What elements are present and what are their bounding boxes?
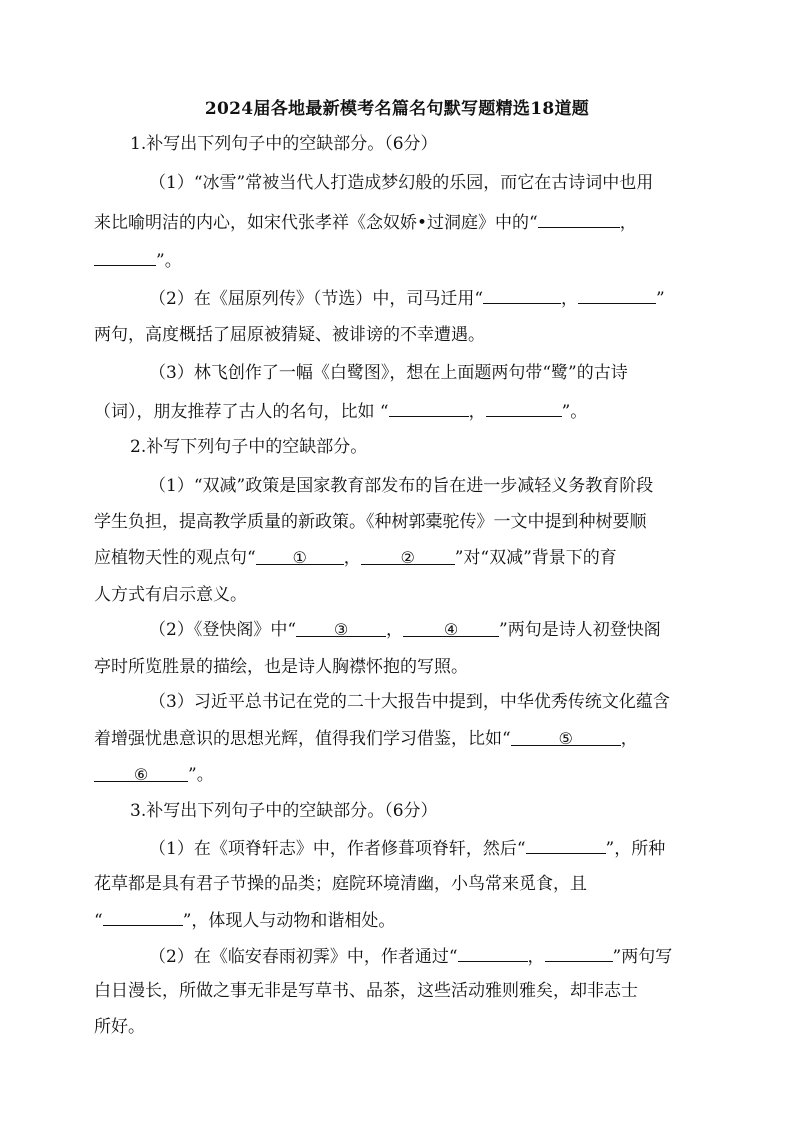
opening-quote: “: [94, 911, 103, 931]
q2-item-1-line-2: 学生负担，提高教学质量的新政策。《种树郭橐驼传》一文中提到种树要顺: [94, 512, 647, 532]
closing-text: ”两句写: [612, 947, 673, 967]
q1-item-1-text: 来比喻明洁的内心，如宋代张孝祥《念奴娇•过洞庭》中的“: [94, 213, 538, 233]
q3-item-2-line-1: [149, 943, 672, 969]
separator: ，: [386, 620, 404, 640]
closing-text: ”对“双减”背景下的育: [454, 548, 617, 568]
answer-blank-1[interactable]: ①: [256, 546, 344, 565]
question-3-header: 3.补写出下列句子中的空缺部分。（6分）: [130, 801, 438, 821]
closing-quote: ”。: [156, 251, 182, 271]
q3-item-1-line-1: [149, 835, 665, 861]
q1-item-3-line-2: [94, 398, 587, 424]
q2-item-1-line-4: 人方式有启示意义。: [94, 585, 247, 605]
closing-quote: ”。: [188, 765, 214, 785]
answer-blank-5[interactable]: ⑤: [511, 727, 621, 746]
q2-item-2-line-1: [149, 618, 661, 642]
separator: ，: [343, 548, 361, 568]
q2-item-2-text: （2）《登快阁》中“: [149, 620, 297, 640]
q1-item-2-text: （2）在《屈原列传》（节选）中，司马迁用“: [149, 289, 484, 309]
separator: ，: [620, 729, 638, 749]
q3-item-1-line-2: 花草都是具有君子节操的品类；庭院环境清幽，小鸟常来觅食，且: [94, 874, 587, 894]
answer-blank[interactable]: [545, 943, 613, 962]
q1-item-3-text: （词），朋友推荐了古人的名句，比如 “: [94, 402, 389, 422]
answer-blank[interactable]: [94, 247, 156, 266]
separator: ，: [527, 947, 545, 967]
q2-item-3-line-1: （3）习近平总书记在党的二十大报告中提到，中华优秀传统文化蕴含: [149, 692, 670, 712]
q1-item-1-line-2: [94, 209, 637, 235]
answer-blank-4[interactable]: ④: [403, 618, 499, 637]
answer-blank-3[interactable]: ③: [296, 618, 386, 637]
q3-item-2-line-3: 所好。: [94, 1017, 145, 1037]
q1-item-2-line-2: 两句，高度概括了屈原被猜疑、被诽谤的不幸遭遇。: [94, 325, 485, 345]
q3-item-2-text: （2）在《临安春雨初霁》中，作者通过“: [149, 947, 458, 967]
answer-blank-2[interactable]: ②: [361, 546, 455, 565]
separator: ，: [561, 289, 579, 309]
closing-text: ”，所种: [605, 839, 666, 859]
q2-item-3-text: 着增强忧患意识的思想光辉，值得我们学习借鉴，比如“: [94, 729, 511, 749]
q2-item-1-line-3: [94, 546, 617, 570]
separator: ，: [619, 213, 637, 233]
question-1-header: 1.补写出下列句子中的空缺部分。（6分）: [130, 134, 438, 154]
answer-blank[interactable]: [103, 907, 183, 926]
page-title: 2024届各地最新模考名篇名句默写题精选18道题: [204, 99, 590, 119]
q2-item-1-line-1: （1）“双减”政策是国家教育部发布的旨在进一步减轻义务教育阶段: [149, 476, 654, 496]
answer-blank[interactable]: [526, 835, 606, 854]
question-2-header: 2.补写下列句子中的空缺部分。: [130, 437, 368, 457]
answer-blank[interactable]: [483, 285, 561, 304]
answer-blank-6[interactable]: ⑥: [94, 763, 188, 782]
separator: ，: [468, 402, 486, 422]
answer-blank[interactable]: [578, 285, 656, 304]
q3-item-2-line-2: 白日漫长，所做之事无非是写草书、品茶，这些活动雅则雅矣，却非志士: [94, 981, 638, 1001]
q1-item-1-line-1: （1）“冰雪”常被当代人打造成梦幻般的乐园，而它在古诗词中也用: [149, 173, 654, 193]
q1-item-3-line-1: （3）林飞创作了一幅《白鹭图》，想在上面题两句带“鹭”的古诗: [149, 363, 628, 383]
q3-item-1-text: （1）在《项脊轩志》中，作者修葺项脊轩，然后“: [149, 839, 526, 859]
q1-item-2-line-1: [149, 285, 665, 311]
q1-item-1-line-3: [94, 247, 182, 273]
answer-blank[interactable]: [458, 943, 528, 962]
closing-quote: ”: [656, 289, 665, 309]
closing-text: ”，体现人与动物和谐相处。: [182, 911, 396, 931]
answer-blank[interactable]: [538, 209, 620, 228]
q2-item-1-text: 应植物天性的观点句“: [94, 548, 256, 568]
closing-quote: ”。: [561, 402, 588, 422]
q2-item-3-line-2: [94, 727, 638, 751]
q2-item-3-line-3: [94, 763, 214, 787]
closing-text: ”两句是诗人初登快阁: [499, 620, 661, 640]
answer-blank[interactable]: [389, 398, 469, 417]
q2-item-2-line-2: 亭时所览胜景的描绘，也是诗人胸襟怀抱的写照。: [94, 657, 468, 677]
answer-blank[interactable]: [486, 398, 562, 417]
q3-item-1-line-3: [94, 907, 395, 933]
